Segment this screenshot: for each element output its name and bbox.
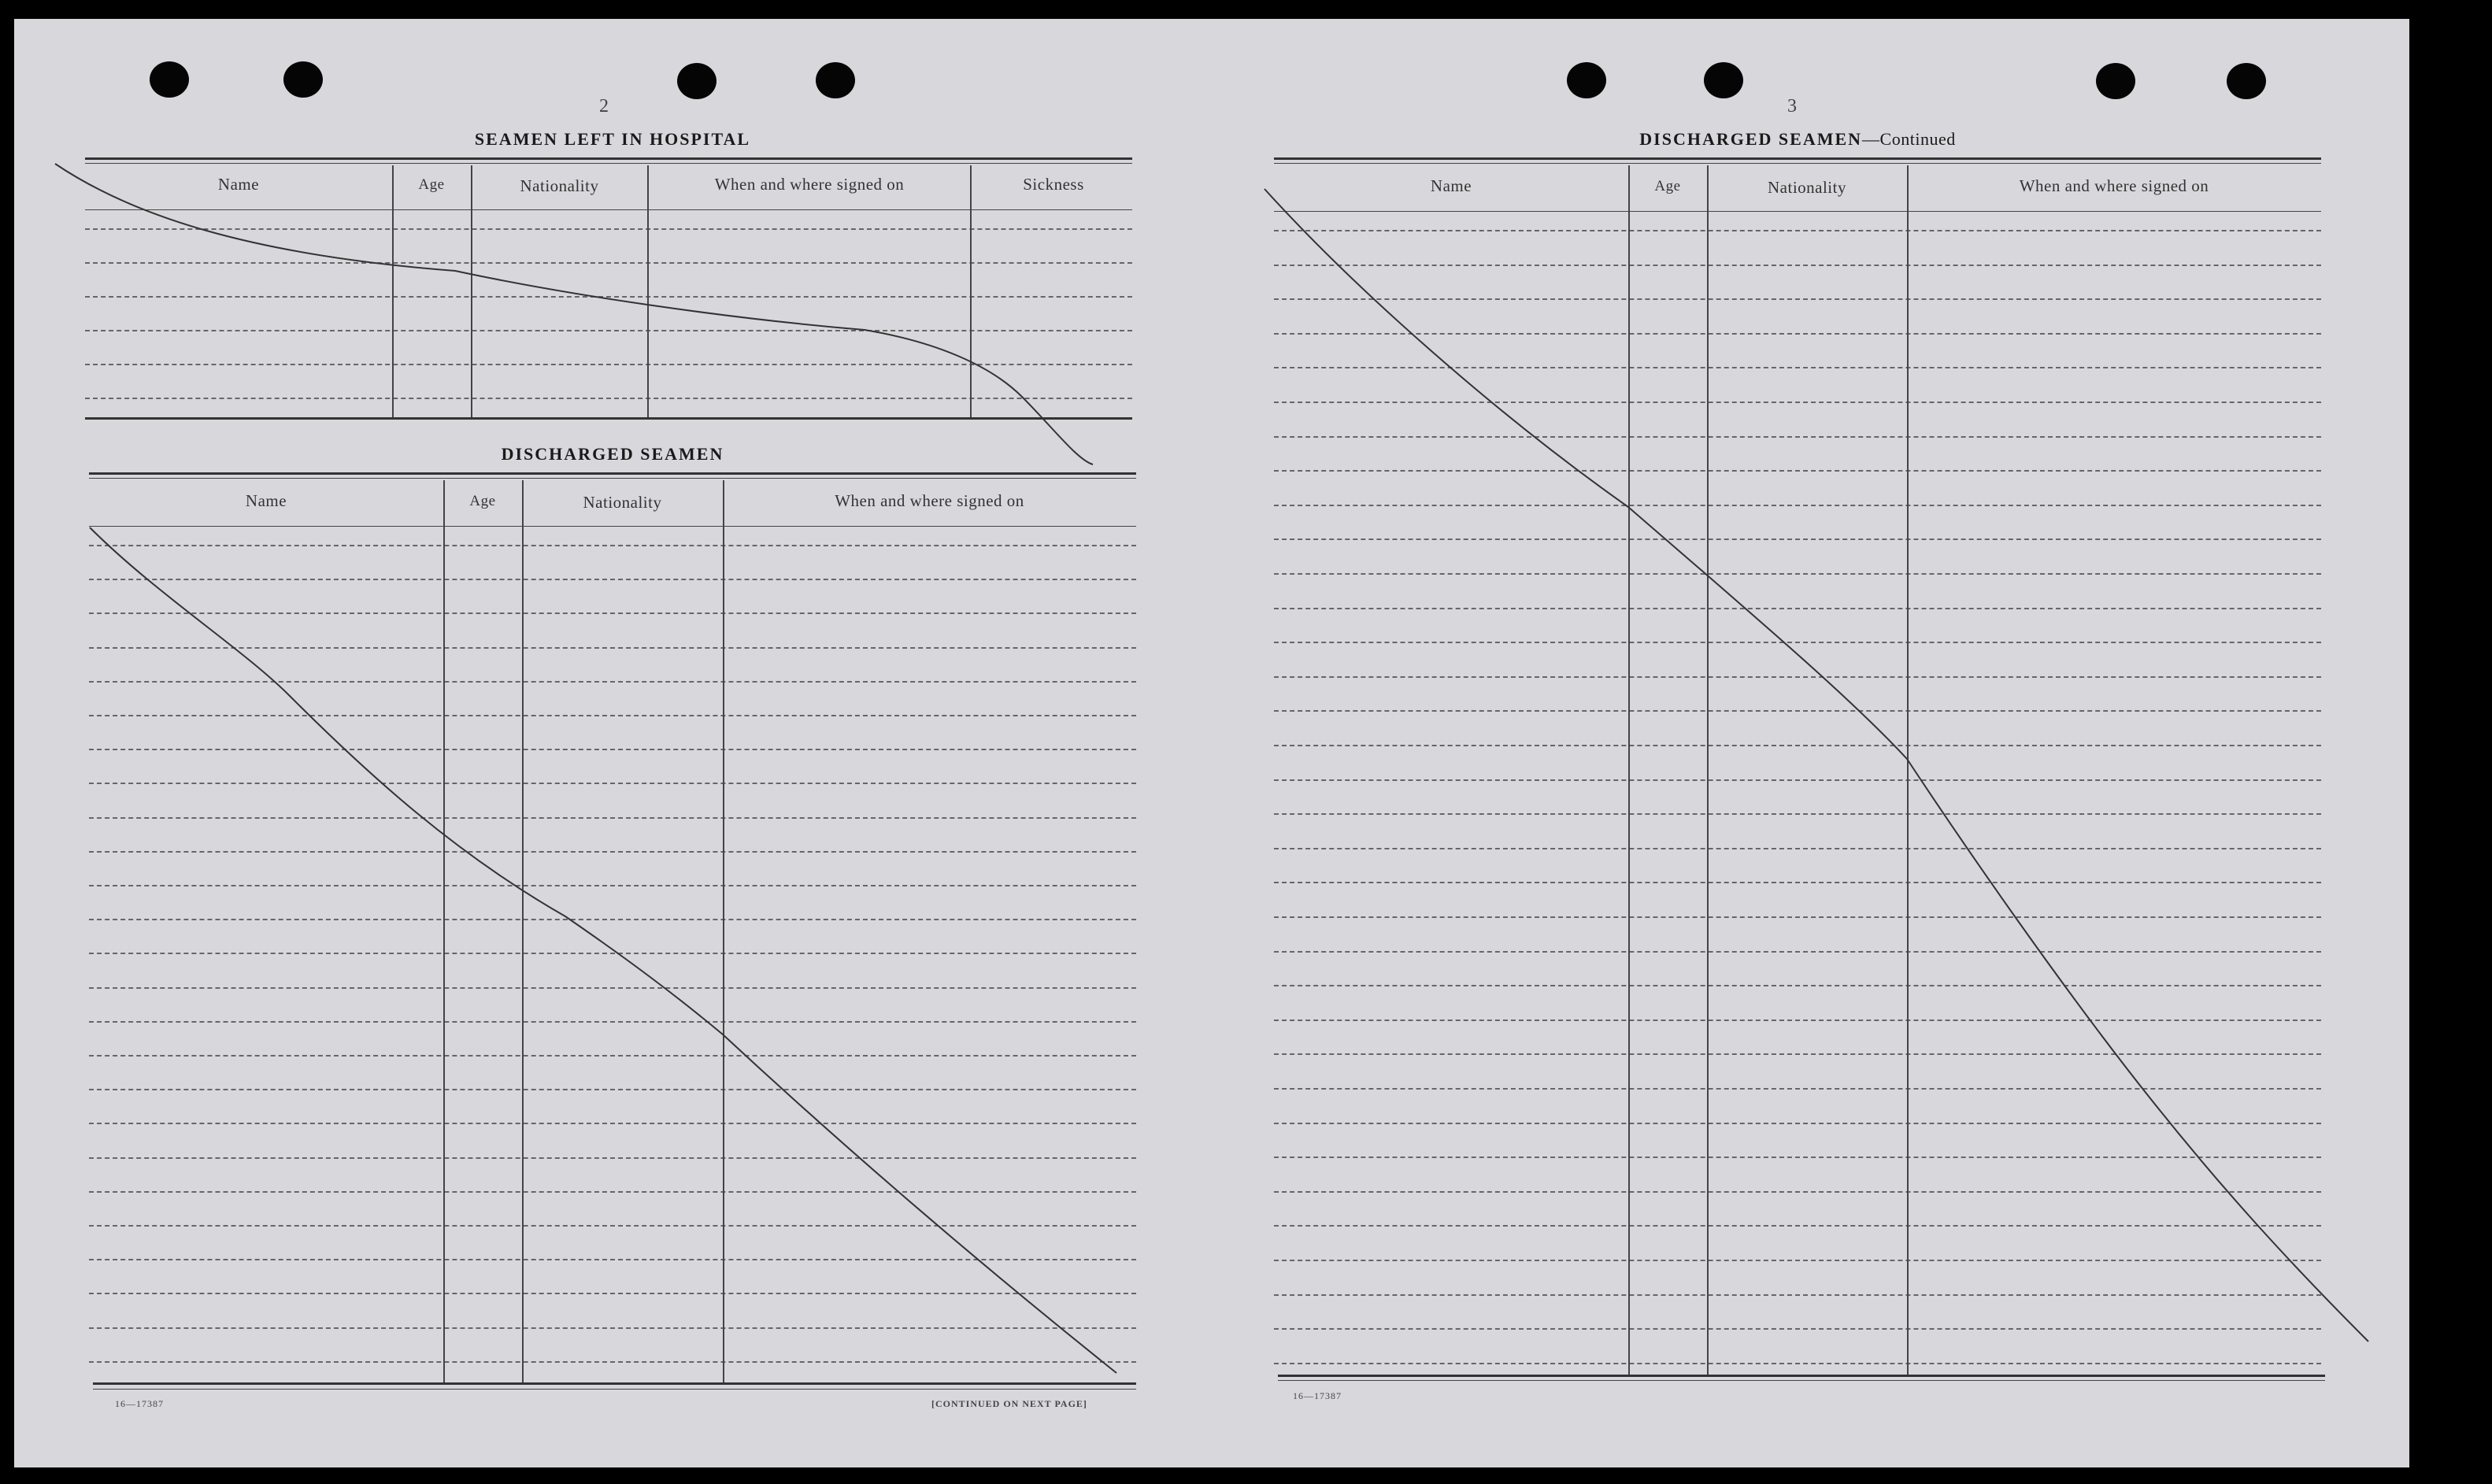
form-code-left: 16—17387	[115, 1398, 164, 1409]
discharged-left-col-signed-on: When and where signed on	[835, 491, 1024, 510]
hospital-strike-line	[55, 164, 1093, 464]
hospital-col-age: Age	[418, 176, 445, 193]
discharged-continued-title: DISCHARGED SEAMEN—Continued	[1639, 129, 1956, 149]
hospital-section-title: SEAMEN LEFT IN HOSPITAL	[474, 129, 751, 149]
hospital-col-signed-on: When and where signed on	[714, 175, 905, 194]
discharged-right-col-age: Age	[1654, 178, 1681, 194]
hospital-col-nationality: Nationality	[520, 176, 599, 195]
pen-strike-lines	[14, 19, 2409, 1467]
discharged-right-strike-line	[1265, 189, 2368, 1342]
hospital-col-name: Name	[217, 175, 260, 194]
discharged-left-col-name: Name	[245, 491, 287, 510]
discharged-right-col-name: Name	[1430, 176, 1472, 195]
discharged-right-col-signed-on: When and where signed on	[2019, 176, 2209, 195]
discharged-section-title-left: DISCHARGED SEAMEN	[501, 444, 724, 464]
form-code-right: 16—17387	[1293, 1390, 1342, 1401]
continued-note: [CONTINUED ON NEXT PAGE]	[931, 1398, 1087, 1409]
discharged-left-col-nationality: Nationality	[583, 493, 662, 512]
discharged-left-col-age: Age	[469, 493, 496, 509]
discharged-right-col-nationality: Nationality	[1768, 178, 1846, 197]
form-sheet	[14, 19, 2409, 1467]
discharged-left-strike-line	[90, 527, 1116, 1373]
hospital-col-sickness: Sickness	[1023, 175, 1084, 194]
page-number-left: 2	[599, 96, 609, 117]
page-number-right: 3	[1787, 96, 1797, 117]
